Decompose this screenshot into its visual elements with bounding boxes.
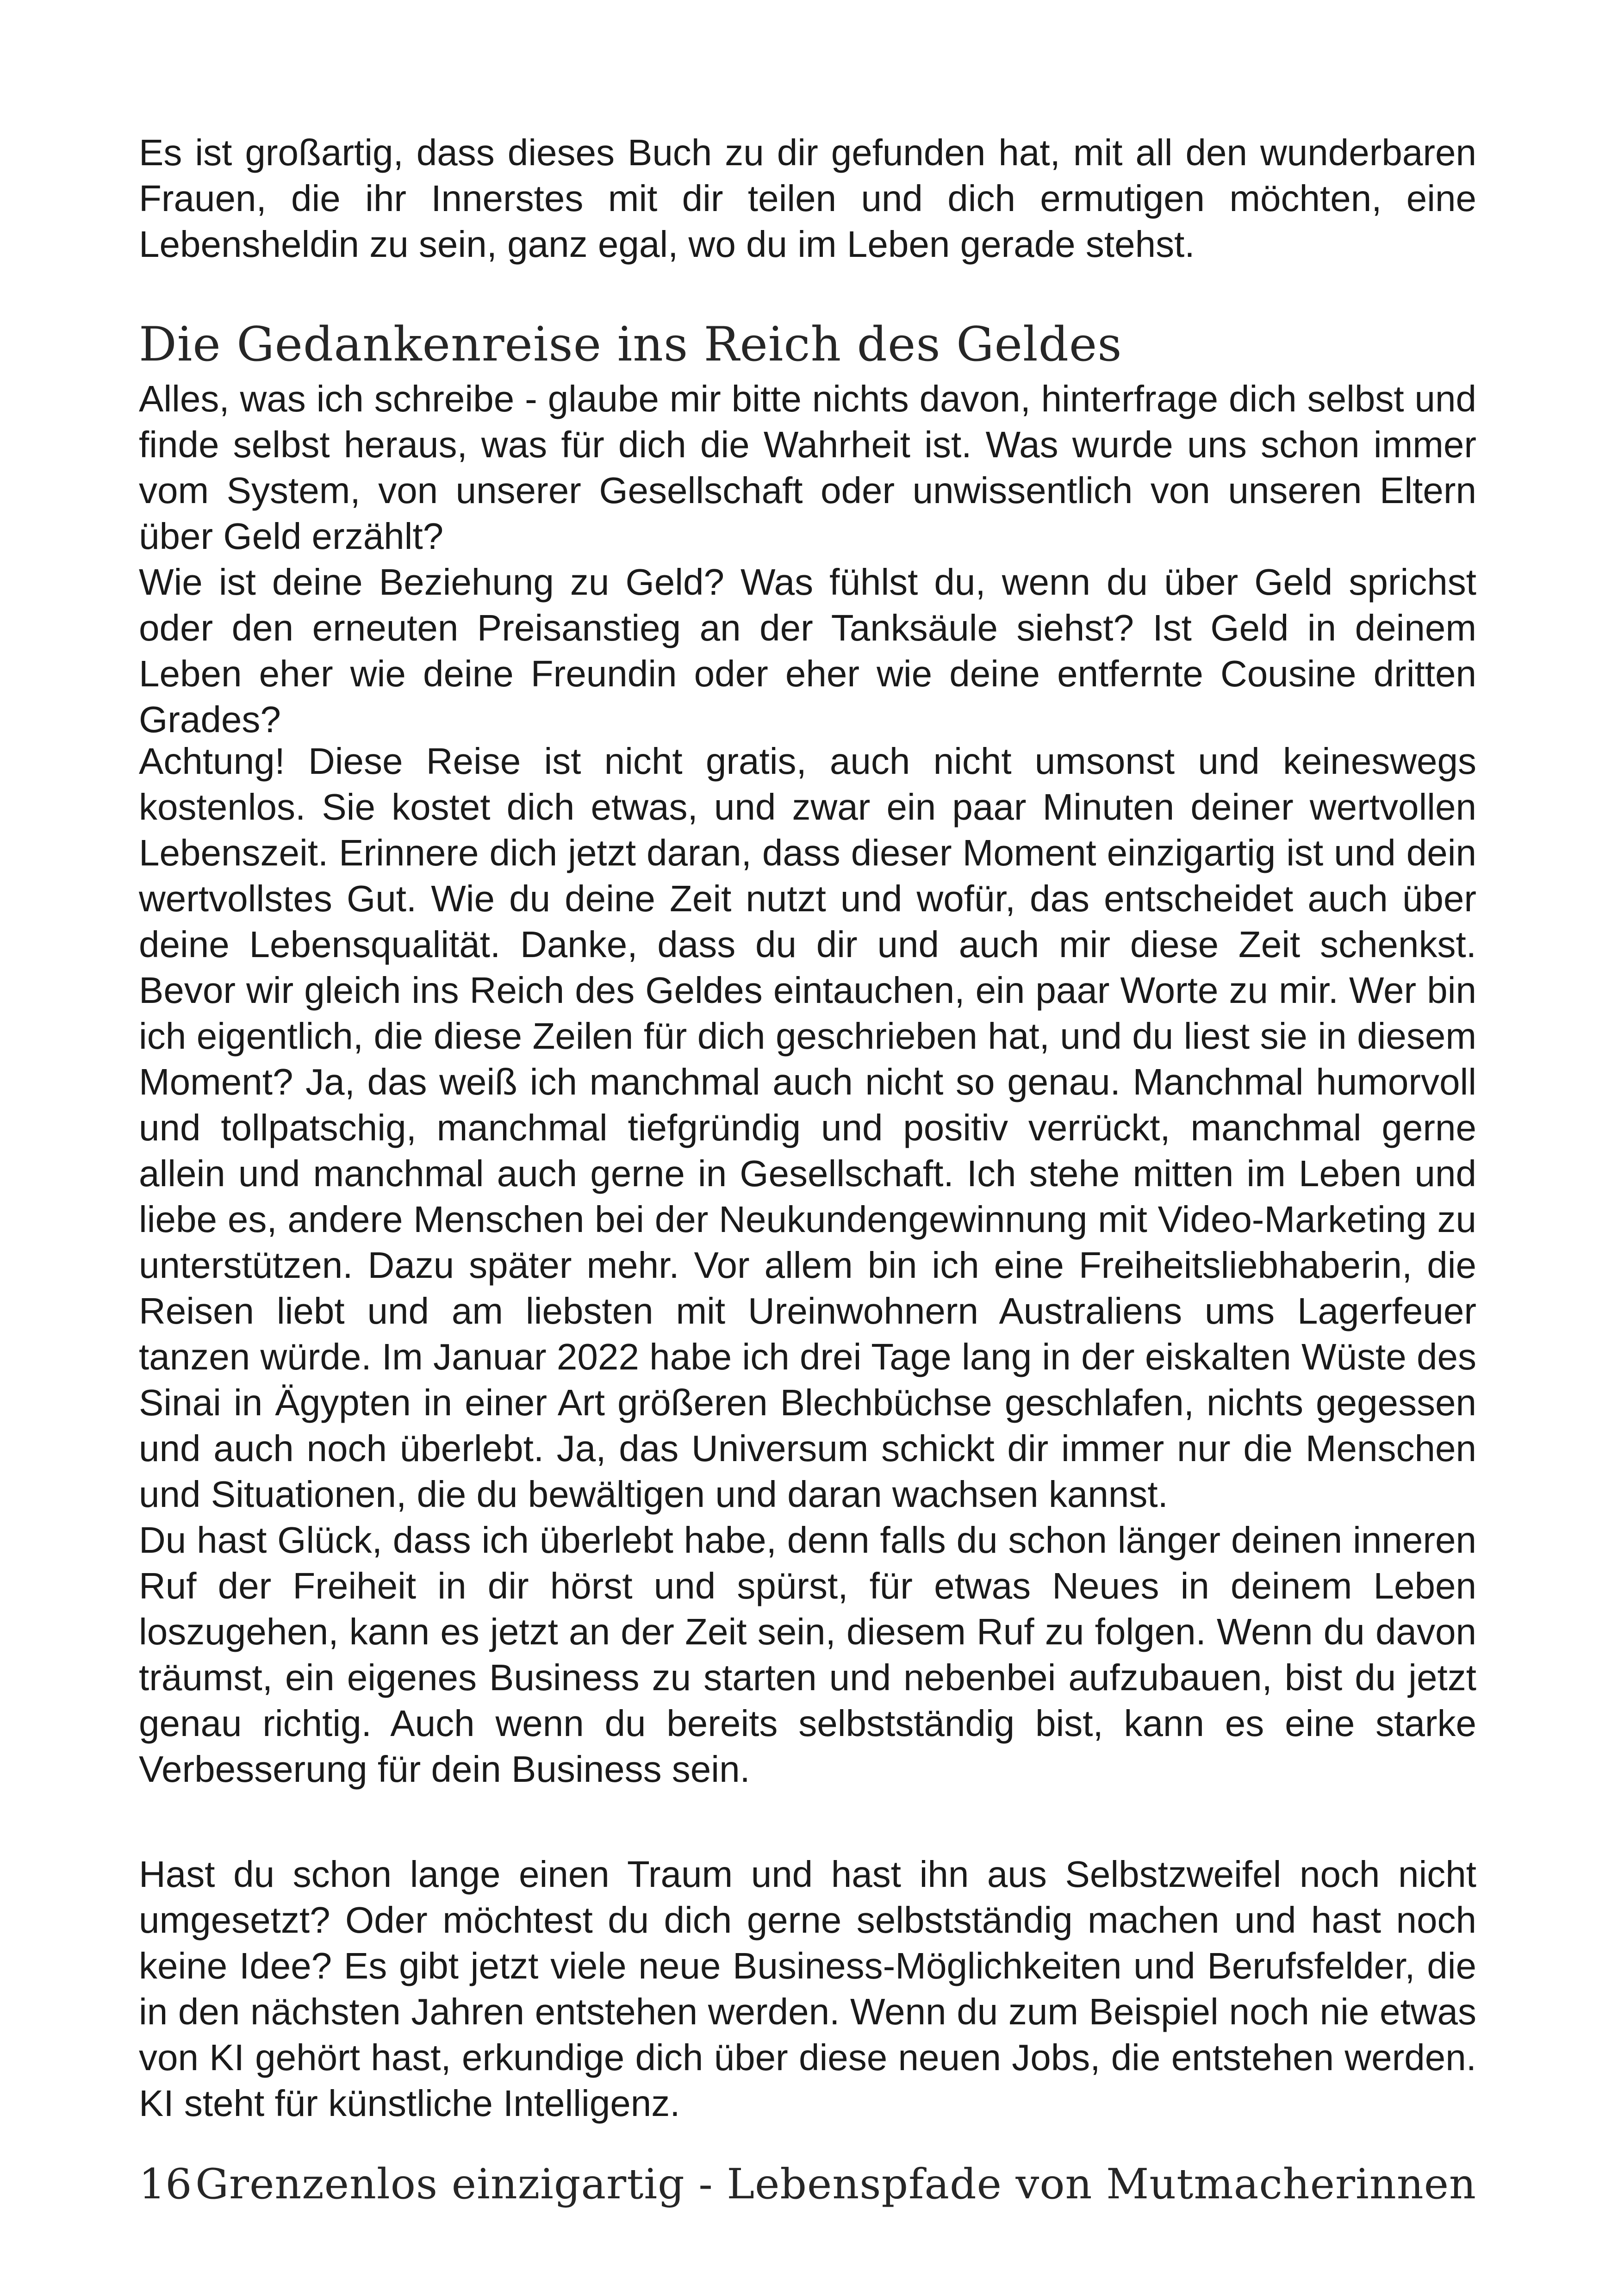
book-page bbox=[139, 0, 1476, 2296]
intro-paragraph bbox=[139, 130, 1476, 267]
paragraph-dream: Hast du schon lange einen Traum und hast ihn aus Selbstzweifel noch nicht umgesetzt? Oder möchtest du dich gerne selbstständig machen und hast noch keine Idee? Es gibt jetzt viele neue Business-Möglichkeiten und Berufsfelder, die in den nächsten Jahren entstehen werden. Wenn du zum Beispiel noch nie etwas von KI gehört hast, erkundige dich über diese neuen Jobs, die entstehen werden. KI steht für künstliche Intelligenz. bbox=[139, 1854, 1476, 2124]
section-3 bbox=[139, 1851, 1476, 2126]
running-title: Grenzenlos einzigartig - Lebenspfade von Mutmacherinnen bbox=[195, 2160, 1476, 2209]
section-heading: Die Gedankenreise ins Reich des Geldes bbox=[139, 317, 1122, 372]
paragraph-money-relationship-a: Alles, was ich schreibe - glaube mir bitte nichts davon, hinterfrage dich selbst und finde selbst heraus, was für dich die Wahrheit ist. Was wurde uns schon immer vom System, von unserer Gesellschaft oder unwissentlich von unseren Eltern über Geld erzählt? bbox=[139, 378, 1476, 557]
intro-text: Es ist großartig, dass dieses Buch zu dir gefunden hat, mit all den wunderbaren Frauen, die ihr Innerstes mit dir teilen und dich ermutigen möchten, eine Lebensheldin zu sein, ganz egal, wo du im Leben gerade stehst. bbox=[139, 132, 1476, 265]
paragraph-freedom-call: Du hast Glück, dass ich überlebt habe, denn falls du schon länger deinen inneren Ruf der Freiheit in dir hörst und spürst, für etwas Neues in deinem Leben loszugehen, kann es jetzt an der Zeit sein, diesem Ruf zu folgen. Wenn du davon träumst, ein eigenes Business zu starten und nebenbei aufzubauen, bist du jetzt genau richtig. Auch wenn du bereits selbstständig bist, kann es eine starke Verbesserung für dein Business sein. bbox=[139, 1519, 1476, 1790]
paragraph-money-relationship-b: Wie ist deine Beziehung zu Geld? Was fühlst du, wenn du über Geld sprichst oder den erneuten Preisanstieg an der Tanksäule siehst? Ist Geld in deinem Leben eher wie deine Freundin oder eher wie deine entfernte Cousine dritten Grades? bbox=[139, 561, 1476, 740]
paragraph-journey-intro: Achtung! Diese Reise ist nicht gratis, auch nicht umsonst und keineswegs kostenlos. Sie kostet dich etwas, und zwar ein paar Minuten deiner wertvollen Lebenszeit. Erinnere dich jetzt daran, dass dieser Moment einzigartig ist und dein wertvollstes Gut. Wie du deine Zeit nutzt und wofür, das entscheidet auch über deine Lebensqualität. Danke, dass du dir und auch mir diese Zeit schenkst. Bevor wir gleich ins Reich des Geldes eintauchen, ein paar Worte zu mir. Wer bin ich eigentlich, die diese Zeilen für dich geschrieben hat, und du liest sie in diesem Moment? Ja, das weiß ich manchmal auch nicht so genau. Manchmal humorvoll und tollpatschig, manchmal tiefgründig und positiv verrückt, manchmal gerne allein und manchmal auch gerne in Gesellschaft. Ich stehe mitten im Leben und liebe es, andere Menschen bei der Neukundengewinnung mit Video-Marketing zu unterstützen. Dazu später mehr. Vor allem bin ich eine Freiheitsliebhaberin, die Reisen liebt und am liebsten mit Ureinwohnern Australiens ums Lagerfeuer tanzen würde. Im Januar 2022 habe ich drei Tage lang in der eiskalten Wüste des Sinai in Ägypten in einer Art größeren Blechbüchse geschlafen, nichts gegessen und auch noch überlebt. Ja, das Universum schickt dir immer nur die Menschen und Situationen, die du bewältigen und daran wachsen kannst. bbox=[139, 740, 1476, 1515]
page-number: 16 bbox=[139, 2160, 192, 2209]
section-1 bbox=[139, 376, 1476, 742]
section-2 bbox=[139, 738, 1476, 1792]
page-footer bbox=[139, 2157, 1476, 2212]
